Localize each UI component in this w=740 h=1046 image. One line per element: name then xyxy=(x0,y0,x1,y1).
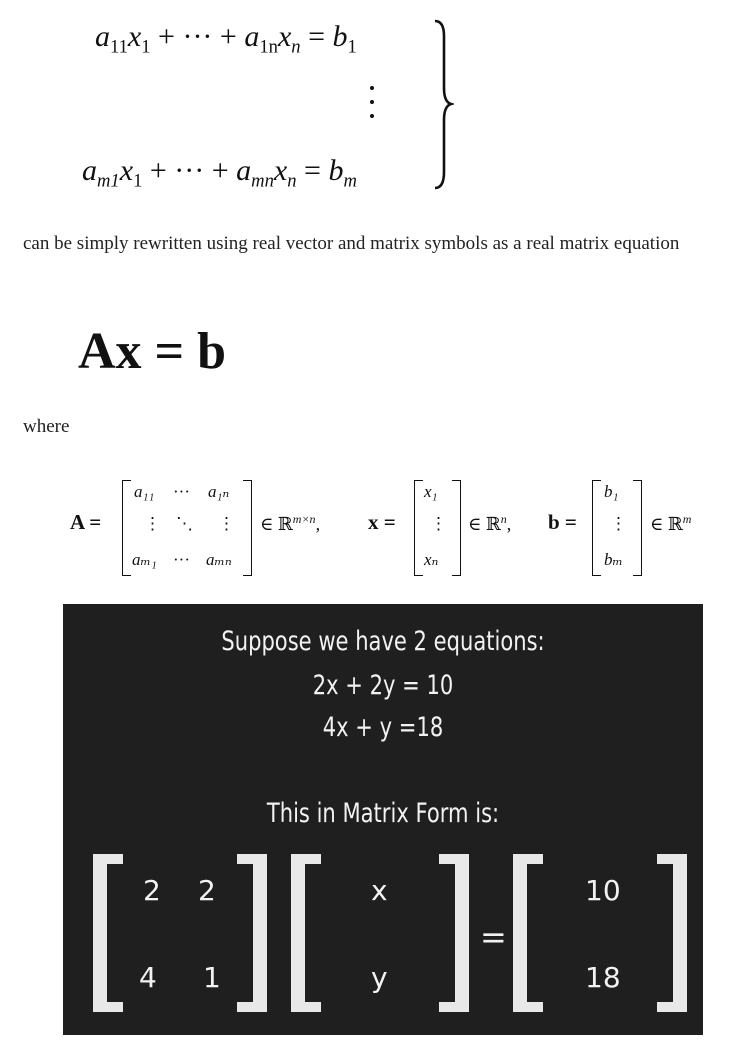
x-cell: xₙ xyxy=(424,550,439,569)
A-cell: ⋱ xyxy=(176,514,193,533)
coef-sub: 11 xyxy=(110,36,128,58)
A-cell: ⋮ xyxy=(144,514,161,533)
matrix-cell: 2 xyxy=(143,874,161,907)
vector-left-bracket xyxy=(291,854,305,1012)
panel-equation-2: 4x + y =18 xyxy=(322,712,444,743)
rhs: b xyxy=(332,20,348,53)
x-right-bracket xyxy=(452,480,461,576)
equals: = xyxy=(300,20,333,53)
A-space-text: ∈ ℝ xyxy=(260,514,293,534)
matrix-right-bracket xyxy=(253,854,267,1012)
A-cell: ··· xyxy=(173,550,190,569)
bracket-cap xyxy=(237,854,267,864)
rhs: b xyxy=(328,154,344,187)
plus-dots: + ··· + xyxy=(150,20,245,53)
matrix-cell: 1 xyxy=(203,961,221,994)
coef: a xyxy=(95,20,110,53)
panel-equation-1: 2x + 2y = 10 xyxy=(312,670,454,701)
bracket-cap xyxy=(291,854,321,864)
result-cell: 10 xyxy=(585,874,621,907)
bracket-cap xyxy=(291,1002,321,1012)
result-right-bracket xyxy=(673,854,687,1012)
matrix-cell: 4 xyxy=(139,961,157,994)
b-space-sup: m xyxy=(682,512,692,526)
bracket-cap xyxy=(513,854,543,864)
b-right-bracket xyxy=(633,480,642,576)
intro-paragraph: can be simply rewritten using real vector and matrix symbols as a real matrix equation xyxy=(23,233,680,254)
A-space: ∈ ℝ$^{m\times n}$, xyxy=(260,512,321,534)
vector-cell: x xyxy=(371,874,388,907)
A-space-sup: m×n xyxy=(292,512,316,526)
rhs-sub: m xyxy=(343,170,357,192)
x-space: ∈ ℝ$^n$, xyxy=(468,512,512,534)
coef-sub: 1n xyxy=(259,36,278,58)
var: x xyxy=(127,20,142,53)
var: x xyxy=(273,154,288,187)
vertical-dots xyxy=(366,86,378,126)
matrix-left-bracket xyxy=(93,854,107,1012)
A-cell: ⋮ xyxy=(218,514,235,533)
b-label: b = xyxy=(548,510,577,534)
bracket-cap xyxy=(657,1002,687,1012)
b-cell: b₁ xyxy=(604,482,619,501)
vector-right-bracket xyxy=(455,854,469,1012)
panel-heading: Suppose we have 2 equations: xyxy=(221,626,545,657)
bracket-cap xyxy=(657,854,687,864)
equals-sign: = xyxy=(480,918,507,956)
system-row-first xyxy=(95,20,357,59)
coef: a xyxy=(244,20,260,53)
bracket-cap xyxy=(513,1002,543,1012)
x-space-text: ∈ ℝ xyxy=(468,514,501,534)
b-space-text: ∈ ℝ xyxy=(650,514,683,534)
bracket-cap xyxy=(93,1002,123,1012)
coef-sub: m1 xyxy=(97,170,120,192)
result-cell: 18 xyxy=(585,961,621,994)
plus-dots: + ··· + xyxy=(142,154,237,187)
b-left-bracket xyxy=(592,480,601,576)
where-text: where xyxy=(23,416,70,437)
var: x xyxy=(277,20,292,53)
x-left-bracket xyxy=(414,480,423,576)
result-left-bracket xyxy=(513,854,527,1012)
A-left-bracket xyxy=(122,480,131,576)
b-cell: bₘ xyxy=(604,550,623,569)
A-cell: aₘₙ xyxy=(206,550,232,569)
A-cell: ··· xyxy=(173,482,190,501)
x-space-sup: n xyxy=(500,512,507,526)
vector-cell: y xyxy=(371,961,388,994)
coef: a xyxy=(82,154,97,187)
b-cell: ⋮ xyxy=(610,514,627,533)
A-right-bracket xyxy=(243,480,252,576)
bracket-cap xyxy=(237,1002,267,1012)
x-cell: x₁ xyxy=(424,482,438,501)
coef: a xyxy=(236,154,252,187)
bracket-cap xyxy=(439,854,469,864)
var-sub: 1 xyxy=(133,170,143,192)
bracket-cap xyxy=(93,854,123,864)
right-curly-brace xyxy=(432,18,454,192)
A-cell: a₁₁ xyxy=(134,482,155,501)
x-cell: ⋮ xyxy=(430,514,447,533)
panel-subheading: This in Matrix Form is: xyxy=(266,798,500,829)
rhs-sub: 1 xyxy=(347,36,357,58)
A-label: A = xyxy=(70,510,102,534)
matrix-definitions xyxy=(70,476,710,580)
equals: = xyxy=(296,154,329,187)
b-space xyxy=(650,512,691,535)
A-cell: a₁ₙ xyxy=(208,482,230,501)
var-sub: n xyxy=(287,170,297,192)
system-row-last xyxy=(82,154,357,193)
matrix-cell: 2 xyxy=(198,874,216,907)
var: x xyxy=(119,154,134,187)
x-label: x = xyxy=(368,510,396,534)
var-sub: 1 xyxy=(141,36,151,58)
coef-sub: mn xyxy=(251,170,274,192)
bracket-cap xyxy=(439,1002,469,1012)
example-panel xyxy=(63,604,703,1035)
matrix-equation: Ax = b xyxy=(78,323,227,380)
A-cell: aₘ₁ xyxy=(132,550,157,569)
var-sub: n xyxy=(291,36,301,58)
